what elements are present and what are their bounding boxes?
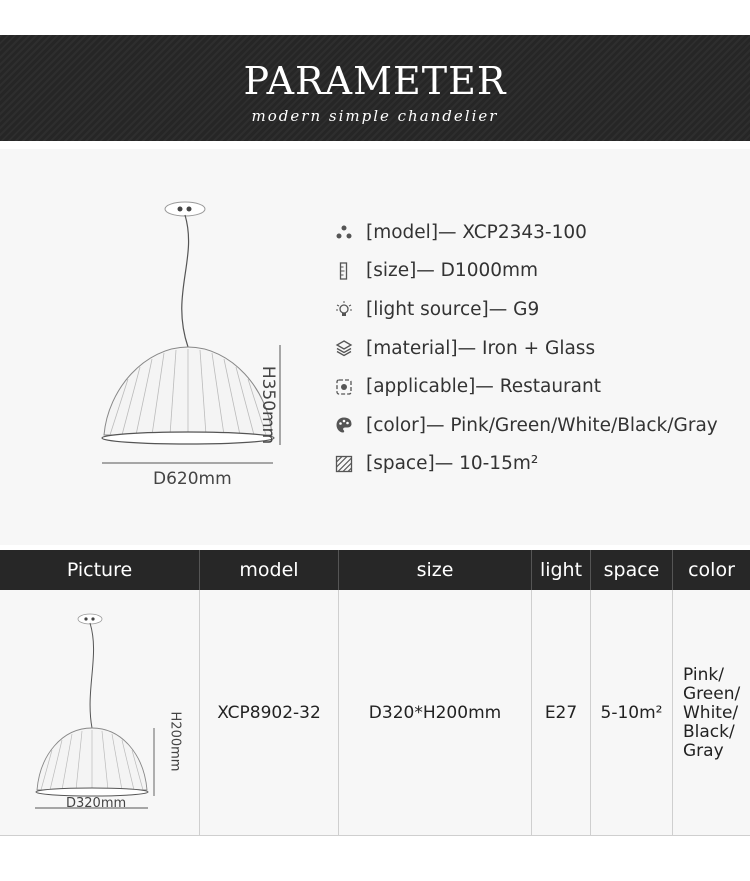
thumbnail-diameter-label: D320mm (66, 796, 127, 811)
color-cell (673, 590, 750, 836)
table-row (0, 590, 750, 836)
model-icon (332, 222, 356, 242)
product-section (0, 149, 750, 545)
spec-applicable (332, 367, 750, 406)
header-banner (0, 35, 750, 141)
spec-space-text: [space]— 10-15m² (366, 453, 539, 475)
bulb-icon (332, 299, 356, 319)
pendant-lamp-image (90, 199, 320, 499)
space-icon (332, 454, 356, 474)
spec-material (332, 329, 750, 368)
diameter-label: D620mm (153, 469, 232, 489)
spec-light-source (332, 290, 750, 329)
spec-list (332, 213, 750, 483)
pendant-lamp-thumbnail (30, 610, 160, 820)
color-line-white: White/ (683, 702, 739, 723)
color-line-pink: Pink/ (683, 664, 724, 685)
spec-size-text: [size]— D1000mm (366, 260, 539, 282)
color-line-green: Green/ (683, 683, 741, 704)
spec-light-source-text: [light source]— G9 (366, 298, 540, 320)
spec-material-text: [material]— Iron + Glass (366, 337, 596, 359)
spec-color-text: [color]— Pink/Green/White/Black/Gray (366, 414, 718, 436)
spec-size (332, 252, 750, 291)
product-table (0, 550, 750, 836)
header-size: size (339, 550, 532, 590)
light-cell: E27 (532, 590, 591, 836)
spec-model (332, 213, 750, 252)
spec-applicable-text: [applicable]— Restaurant (366, 376, 601, 398)
spec-color (332, 406, 750, 445)
table-header (0, 550, 750, 590)
header-picture: Picture (0, 550, 200, 590)
page-title: PARAMETER (243, 59, 507, 103)
height-label: H350mm (258, 365, 278, 445)
size-cell: D320*H200mm (339, 590, 532, 836)
page-subtitle: modern simple chandelier (251, 107, 499, 125)
header-light: light (532, 550, 591, 590)
space-cell: 5-10m² (591, 590, 673, 836)
color-line-gray: Gray (683, 740, 724, 761)
header-space: space (591, 550, 673, 590)
header-model: model (200, 550, 339, 590)
picture-cell (0, 590, 200, 836)
color-line-black: Black/ (683, 721, 735, 742)
ruler-icon (332, 261, 356, 281)
layers-icon (332, 338, 356, 358)
thumbnail-height-label: H200mm (167, 711, 183, 772)
spec-space (332, 445, 750, 484)
header-color: color (688, 559, 735, 581)
palette-icon (332, 415, 356, 435)
applicable-icon (332, 377, 356, 397)
spec-model-text: [model]— XCP2343-100 (366, 221, 587, 243)
model-cell: XCP8902-32 (200, 590, 339, 836)
